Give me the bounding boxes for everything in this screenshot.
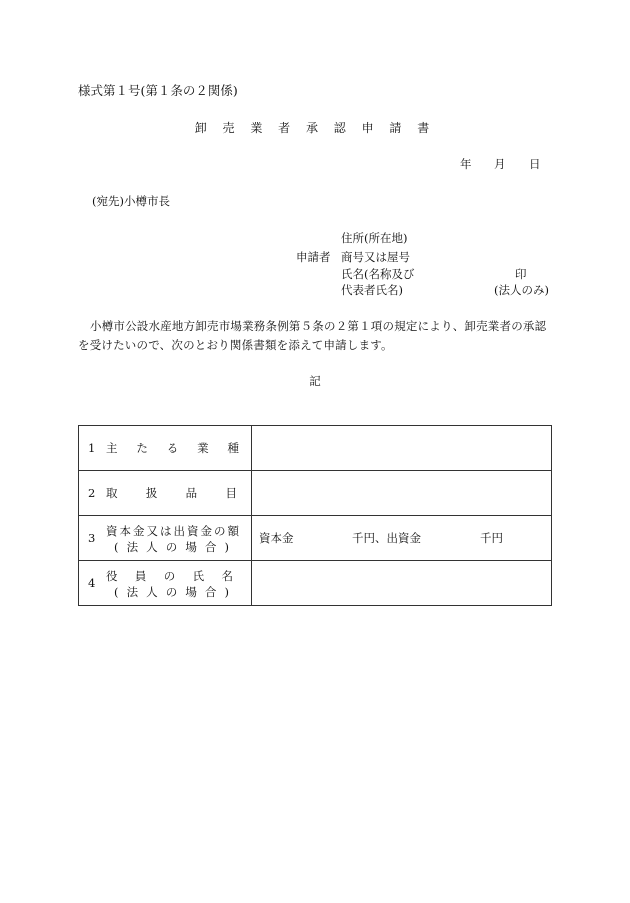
capital-field[interactable]	[252, 516, 552, 561]
handled-items-field[interactable]	[252, 471, 552, 516]
row-number: 3	[88, 531, 96, 545]
investment-unit-label: 千円	[480, 531, 503, 545]
document-title: 卸 売 業 者 承 認 申 請 書	[194, 121, 436, 135]
table-row	[79, 561, 552, 606]
corp-only-label: (法人のみ)	[494, 283, 549, 297]
row-label: 資本金又は出資金の額	[106, 524, 239, 538]
form-number: 様式第１号(第１条の２関係)	[78, 83, 238, 98]
trade-name-label: 商号又は屋号	[341, 250, 410, 264]
officer-names-field[interactable]	[252, 561, 552, 606]
table-row	[79, 471, 552, 516]
body-text: 小樽市公設水産地方卸売市場業務条例第５条の２第１項の規定により、卸売業者の承認を受けたいので、次のとおり関係書類を添えて申請します。	[78, 319, 547, 352]
row-label: 役員の氏名	[106, 569, 233, 583]
row-number: 2	[88, 486, 96, 500]
ki-heading: 記	[309, 374, 321, 388]
row-sub-label: (法人の場合)	[114, 585, 229, 599]
date-month-label: 月	[494, 157, 506, 171]
label-cell	[79, 516, 252, 561]
row-number: 4	[88, 576, 96, 590]
address-label: 住所(所在地)	[341, 231, 408, 245]
label-cell	[79, 471, 252, 516]
row-sub-label: (法人の場合)	[114, 540, 229, 554]
items-table	[78, 425, 552, 606]
row-label: 主たる業種	[106, 441, 239, 455]
applicant-label: 申請者	[296, 250, 331, 264]
date-year-label: 年	[460, 157, 472, 171]
representative-label: 代表者氏名)	[341, 283, 403, 297]
row-number: 1	[88, 441, 96, 455]
main-business-field[interactable]	[252, 426, 552, 471]
addressee: (宛先)小樽市長	[92, 194, 170, 208]
seal-label: 印	[515, 267, 527, 281]
table-row	[79, 516, 552, 561]
label-cell	[79, 426, 252, 471]
date-day-label: 日	[529, 157, 541, 171]
capital-label: 資本金	[259, 531, 294, 545]
label-cell	[79, 561, 252, 606]
table-row	[79, 426, 552, 471]
capital-unit-label: 千円、出資金	[352, 531, 421, 545]
row-label: 取扱品目	[106, 486, 237, 500]
name-label: 氏名(名称及び	[341, 267, 415, 281]
